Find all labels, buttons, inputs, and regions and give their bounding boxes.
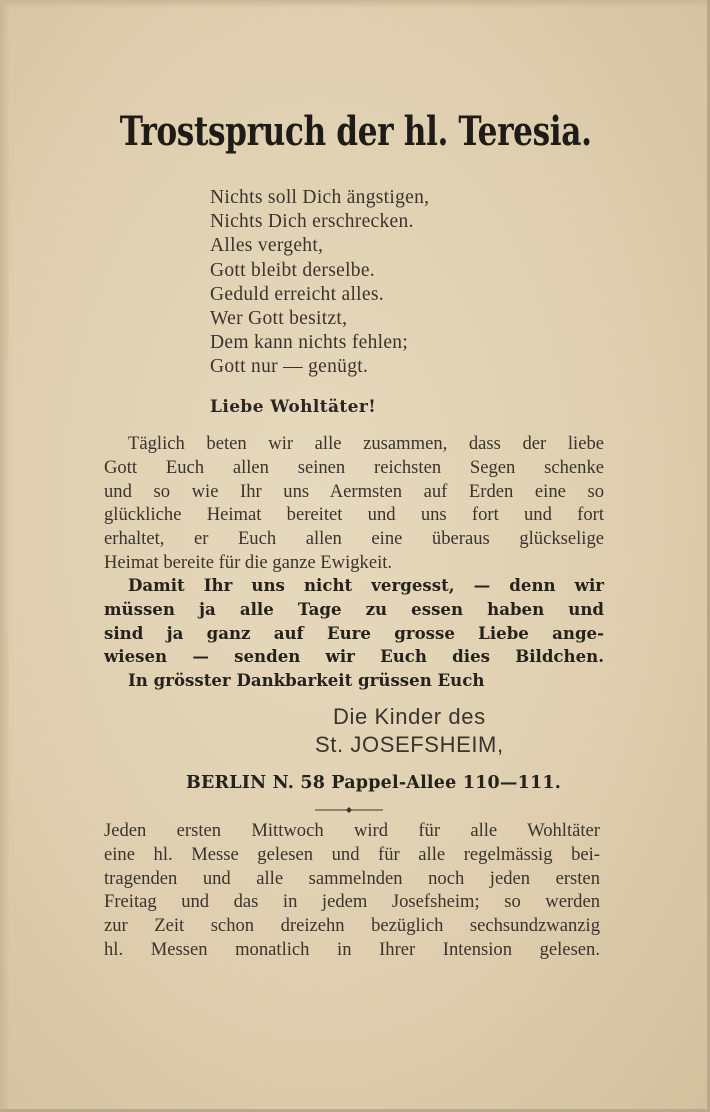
paragraph-line: Jeden ersten Mittwoch wird für alle Wohltäter <box>104 820 600 841</box>
poem-line: Gott bleibt derselbe. <box>210 259 375 281</box>
request-paragraph <box>104 574 604 693</box>
paragraph-line: erhaltet, er Euch allen eine überaus glückselige <box>104 528 604 550</box>
paragraph-line: sind ja ganz auf Eure grosse Liebe ange- <box>104 622 604 643</box>
masses-paragraph <box>104 819 600 962</box>
paragraph-line: glückliche Heimat bereitet und uns fort und fort <box>104 504 604 526</box>
poem-line: Nichts soll Dich ängstigen, <box>210 187 430 208</box>
card-title: Trostspruch der hl. Teresia. <box>119 108 592 155</box>
poem-line: Gott nur — genügt. <box>210 356 369 378</box>
paragraph-line: Täglich beten wir alle zusammen, dass der liebe <box>128 433 604 454</box>
signature-line-2: St. JOSEFSHEIM, <box>315 732 504 757</box>
paragraph-line: zur Zeit schon dreizehn bezüglich sechsundzwanzig <box>104 915 600 937</box>
poem-line: Geduld erreicht alles. <box>210 283 384 305</box>
paragraph-line: hl. Messen monatlich in Ihrer Intension gelesen. <box>104 938 600 960</box>
poem-line: Wer Gott besitzt, <box>210 308 348 330</box>
paragraph-line: Heimat bereite für die ganze Ewigkeit. <box>104 551 393 573</box>
paragraph-line: Freitag und das in jedem Josefsheim; so werden <box>104 891 600 913</box>
paragraph-line: müssen ja alle Tage zu essen haben und <box>104 598 604 619</box>
paragraph-line: Gott Euch allen seinen reichsten Segen schenke <box>104 456 604 478</box>
paragraph-line: wiesen — senden wir Euch dies Bildchen. <box>104 646 604 667</box>
poem <box>210 186 429 380</box>
paragraph-line: und so wie Ihr uns Aermsten auf Erden eine so <box>104 480 604 502</box>
paragraph-line: tragenden und alle sammelnden noch jeden ersten <box>104 867 600 889</box>
paragraph-line: eine hl. Messe gelesen und für alle regelmässig bei- <box>104 843 600 865</box>
poem-line: Alles vergeht, <box>210 235 324 257</box>
card-edge-shadow-left <box>0 0 10 1109</box>
poem-line: Nichts Dich erschrecken. <box>210 211 414 233</box>
address: BERLIN N. 58 Pappel-Allee 110—111. <box>186 773 561 793</box>
signature-line-1: Die Kinder des <box>333 704 486 729</box>
paragraph-line: In grösster Dankbarkeit grüssen Euch <box>128 670 485 691</box>
greeting-heading: Liebe Wohltäter! <box>210 397 377 417</box>
card-edge-shadow-top <box>0 0 707 8</box>
ornament-divider-icon <box>315 806 383 814</box>
thanks-paragraph <box>104 432 604 575</box>
paragraph-line: Damit Ihr uns nicht vergesst, — denn wir <box>128 575 604 595</box>
poem-line: Dem kann nichts fehlen; <box>210 332 409 354</box>
